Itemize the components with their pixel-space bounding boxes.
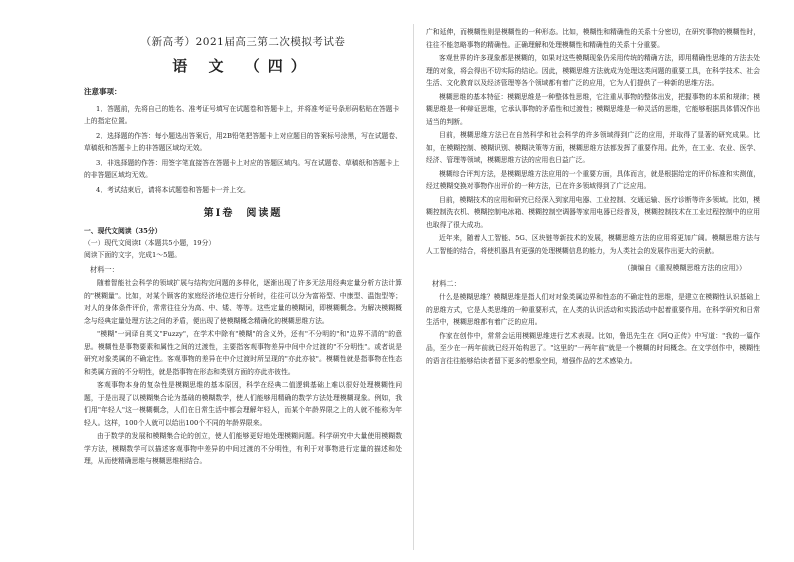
body-paragraph: 随着智能社会科学的领域扩展与结构完问题的多样化，逐渐出现了许多无法用经典定量分析方法计算的"模糊量"。比如，对某个顾客的家庭经济地位进行分析时，往往可以分为富裕型、中康型、温饱型等；对人的身体条件评价，常常往往分为高、中、矮、等等。这些定量的模糊词，即模糊概念。为解决模糊概念与经典定量处理方法之间的矛盾，便出现了使模糊概念精确化的模糊思维方法。 [84, 279, 402, 325]
body-paragraph: 模糊综合评判方法，是模糊思维方法应用的一个重要方面，具体而言，就是根据给定的评价标准和实测值，经过模糊变换对事物作出评价的一种方法，已在许多领域得到了广泛应用。 [426, 169, 760, 190]
body-paragraph: 广和延伸，而模糊性则是模糊性的一种形态。比如，模糊性和精确性的关系十分密切，在研究事物的模糊性时，往往不能忽略事物的精确性。正确理解和处理模糊性和精确性的关系十分重要。 [426, 28, 760, 49]
part-heading: 一、现代文阅读（35分） [84, 227, 162, 235]
sub-heading: （一）现代文阅读Ⅰ（本题共5小题，19分） [84, 239, 216, 247]
right-column [426, 26, 760, 368]
material-label: 材料二： [432, 279, 461, 288]
notice-item: 4．考试结束后，请将本试题卷和答题卡一并上交。 [96, 186, 250, 194]
notice-item: 2．选择题的作答：每小题选出答案后，用2B铅笔把答题卡上对应题目的答案标号涂黑，写在试题卷、草稿纸和答题卡上的非答题区域均无效。 [84, 132, 402, 152]
notice-item: 3．非选择题的作答：用签字笔直接答在答题卡上对应的答题区域内。写在试题卷、草稿纸和答题卡上的非答题区域均无效。 [84, 159, 400, 179]
body-paragraph: 什么是模糊思维？模糊思维是指人们对对象类属边界和性态的不确定性的思维，是建立在模糊性认识基础上的思维方式，它是人类思维的一种重要形式，在人类的认识活动和实践活动中起着重要作用。在科学研究和日常生活中，模糊思维都有着广泛的应用。 [426, 293, 760, 326]
section-title: 第Ⅰ卷 阅读题 [203, 208, 283, 219]
exam-title: （新高考）2021届高三第二次模拟考试卷 [140, 36, 346, 48]
body-paragraph: 作家在创作中，常常会运用模糊思维进行艺术表现。比如，鲁迅先生在《阿Q正传》中写道："我的一篇作品，至少在一两年前就已经开始构思了。"这里的"一两年前"就是一个模糊的时间概念。在文学创作中，模糊性的语言往往能够给读者留下更多的想象空间，增强作品的艺术感染力。 [426, 331, 760, 365]
notice-heading: 注意事项： [84, 87, 122, 96]
instruction: 阅读下面的文字，完成1～5题。 [84, 251, 182, 259]
body-paragraph: 目前，模糊思维方法已在自然科学和社会科学的许多领域得到广泛的应用，并取得了显著的研究成果。比如，在模糊控制、模糊识别、模糊决策等方面，模糊思维方法都发挥了重要作用。此外，在工业、农业、医学、经济、管理等领域，模糊思维方法的应用也日益广泛。 [426, 131, 760, 164]
column-divider [413, 24, 414, 550]
material-label: 材料一： [90, 265, 119, 274]
notice-item: 1．答题前，先将自己的姓名、准考证号填写在试题卷和答题卡上，并将准考证号条形码粘贴在答题卡上的指定位置。 [84, 105, 400, 125]
body-paragraph: 模糊思维的基本特征：模糊思维是一种整体性思维，它注重从事物的整体出发，把握事物的本质和规律；模糊思维是一种辩证思维，它承认事物的矛盾性和过渡性；模糊思维是一种灵活的思维，它能够根据具体情况作出适当的判断。 [426, 92, 760, 126]
body-paragraph: 目前，模糊技术的应用和研究已经深入到家用电器、工业控制、交通运输、医疗诊断等许多领域。比如，模糊控制洗衣机、模糊控制电冰箱、模糊控制空调器等家用电器已经普及，模糊控制技术在工业过程控制中的应用也取得了很大成功。 [426, 195, 760, 229]
left-column [84, 26, 402, 469]
body-paragraph: "模糊"一词译自英文"Fuzzy"，在学术中除有"模糊"的含义外，还有"不分明的"和"边界不清的"的意思。模糊性是事物要素和属性之间的过渡性，主要指客观事物差异中间中介过渡的"不分明性"。或者说是研究对象类属的不确定性。客观事物的差异在中介过渡时所呈现的"亦此亦彼"。模糊性就是指事物在性态和类属方面的不分明性，就是指事物在形态和类别方面的亦此亦彼性。 [84, 330, 402, 376]
body-paragraph: 近年来，随着人工智能、5G、区块链等新技术的发展，模糊思维方法的应用将更加广阔。模糊思维方法与人工智能的结合，将使机器具有更强的处理模糊信息的能力，为人类社会的发展作出更大的贡献。 [426, 234, 760, 255]
body-paragraph: 客观世界的许多现象都是模糊的，如果对这些模糊现象仍采用传统的精确方法，即用精确性思维的方法去处理的对象，将会得出不切实际的结论。因此，模糊思维方法就成为处理这类问题的重要工具，在科学技术、社会生活、文化教育以及经济管理等各个领域都有着广泛的应用，它为人们提供了一种新的思维方法。 [426, 54, 760, 87]
source-citation: （摘编自《重视模糊思维方法的应用》） [623, 264, 746, 272]
body-paragraph: 由于数学的发展和模糊集合论的创立，使人们能够更好地处理模糊问题。科学研究中大量使用模糊数学方法，模糊数学可以描述客观事物中差异的中间过渡的不分明性，有利于对事物进行定量的描述和处理，从而使精确思维与模糊思维相结合。 [84, 432, 402, 465]
body-paragraph: 客观事物本身的复杂性是模糊思维的基本原因，科学在经典二值逻辑基础上难以很好处理模糊性问题，于是出现了以模糊集合论为基础的模糊数学，使人们能够用精确的数学方法处理模糊现象。例如，我们用"年轻人"这一模糊概念，人们在日常生活中都会理解年轻人，而某个年龄界限之上的人就不能称为年轻人。这样，100个人就可以给出100个不同的年龄界限来。 [84, 381, 402, 427]
exam-subtitle: 语 文 （四） [172, 57, 314, 75]
